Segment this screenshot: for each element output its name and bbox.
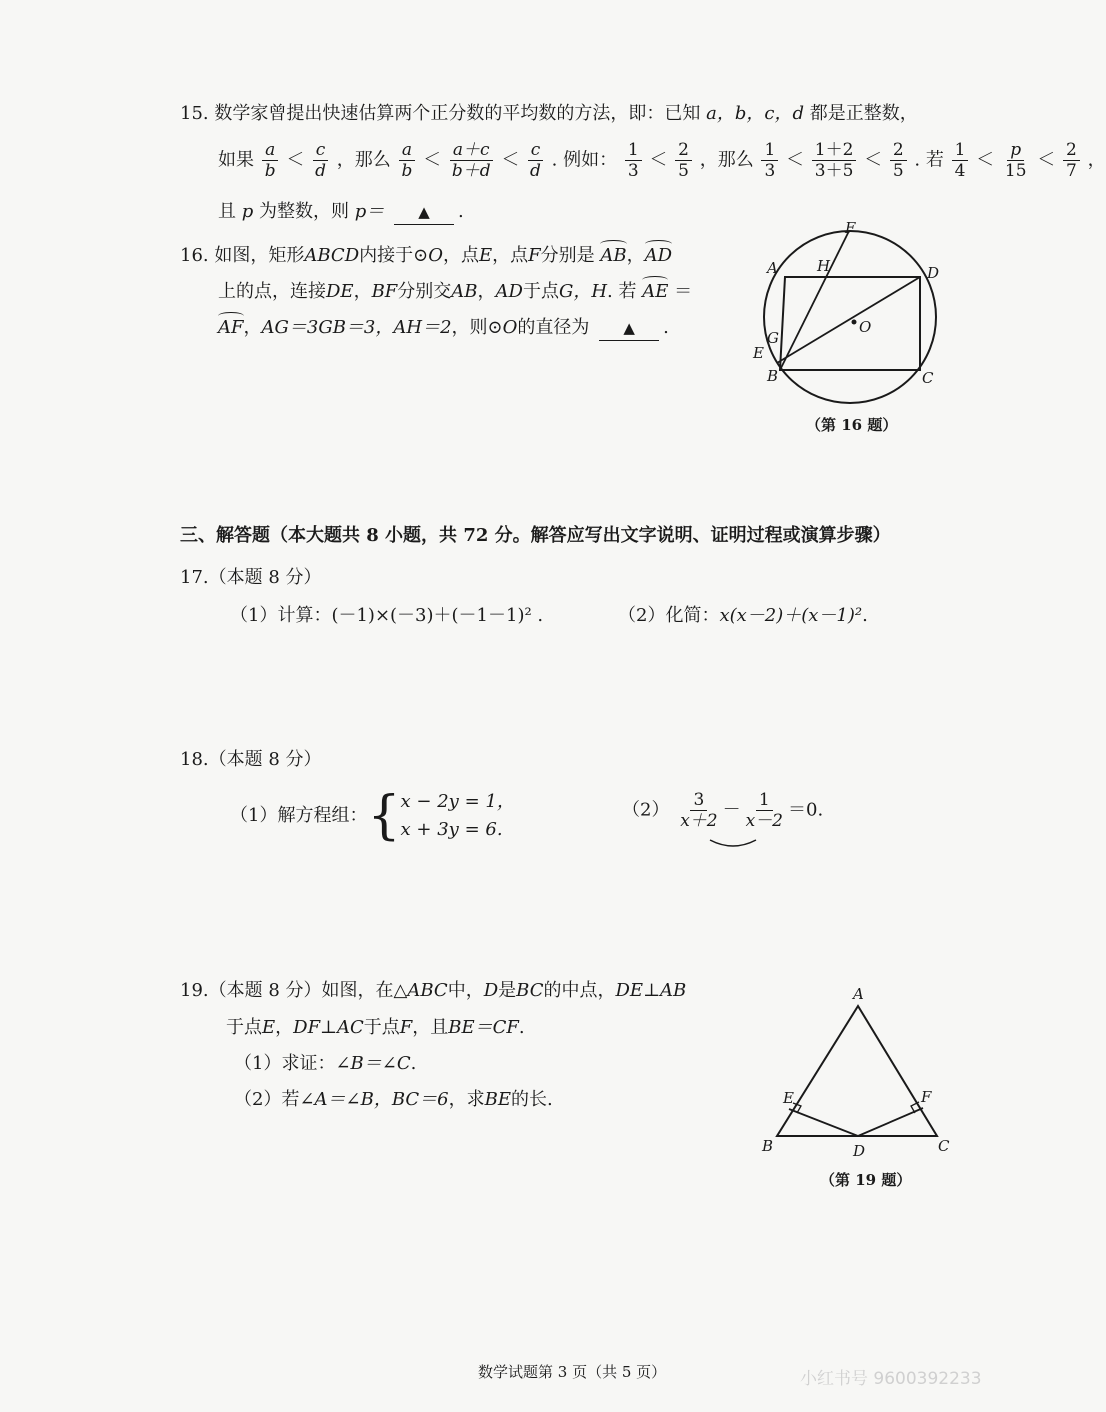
circle-o (764, 231, 936, 403)
fraction: $\frac{a+c}{b+d}$ (451, 140, 491, 181)
segment-df (858, 1108, 923, 1136)
label-C: C (938, 1137, 950, 1155)
figure-16-circle-rectangle (745, 215, 960, 415)
answer-blank: ▲ (599, 316, 659, 341)
q16-number: 16. (180, 245, 209, 266)
label-O: O (859, 318, 872, 336)
q18-part-2: （2） $\frac{3}{x+2}$ － $\frac{1}{x-2}$ ＝0. (622, 790, 824, 831)
rectangle-abcd (780, 277, 920, 370)
q16-line-1: 16. 如图，矩形ABCD内接于⊙O，点E，点F分别是 AB，AD (180, 245, 673, 266)
fraction: $\frac{1+2}{3+5}$ (812, 140, 857, 181)
page-footer: 数学试题第 3 页（共 5 页） (478, 1363, 667, 1381)
answer-blank: ▲ (394, 200, 454, 225)
segment-bf (780, 231, 849, 370)
fraction: $\frac{2}{7}$ (1063, 140, 1080, 181)
fraction: $\frac{1}{3}$ (625, 140, 642, 181)
center-point-o (852, 320, 857, 325)
label-D: D (927, 264, 940, 282)
label-A: A (853, 985, 864, 1003)
fraction: $\frac{1}{x-2}$ (745, 790, 783, 831)
label-A: A (767, 259, 778, 277)
fraction: $\frac{2}{5}$ (890, 140, 907, 181)
fraction: $\frac{1}{4}$ (952, 140, 969, 181)
label-E: E (753, 344, 764, 362)
q15-line-1: 15. 数学家曾提出快速估算两个正分数的平均数的方法，即：已知 a，b，c，d 都是正整数， (180, 103, 918, 124)
label-H: H (817, 257, 831, 275)
triangle-abc (777, 1006, 937, 1136)
fraction: $\frac{1}{3}$ (761, 140, 778, 181)
figure-16-caption: （第 16 题） (806, 416, 898, 434)
fraction: $\frac{c}{d}$ (312, 140, 329, 181)
q18-header: 18.（本题 8 分） (180, 749, 322, 770)
label-D: D (853, 1142, 866, 1160)
arc-ad: AD (644, 245, 673, 266)
q16-line-2: 上的点，连接DE，BF分别交AB，AD于点G，H. 若 AE ＝ (218, 281, 693, 302)
fraction: $\frac{a}{b}$ (398, 140, 415, 181)
fraction: $\frac{p}{15}$ (1004, 140, 1027, 181)
label-B: B (767, 367, 779, 385)
segment-de (789, 1109, 858, 1136)
label-F: F (845, 219, 856, 237)
fraction: $\frac{a}{b}$ (262, 140, 279, 181)
segment-de (777, 277, 920, 363)
q16-line-3: AF，AG＝3GB＝3，AH＝2，则⊙O的直径为 ▲ . (218, 316, 669, 341)
label-G: G (767, 329, 779, 347)
q19-line-1: 19.（本题 8 分）如图，在△ABC中，D是BC的中点，DE⊥AB (180, 980, 687, 1001)
q19-line-2: 于点E，DF⊥AC于点F，且BE＝CF. (226, 1017, 525, 1038)
label-B: B (762, 1137, 774, 1155)
label-C: C (922, 369, 934, 387)
handwritten-underline-mark (708, 838, 758, 850)
equation-2: x + 3y = 6. (400, 819, 503, 840)
q18-part-1: （1）解方程组：{ x − 2y = 1， x + 3y = 6. (230, 786, 515, 846)
fraction: $\frac{2}{5}$ (675, 140, 692, 181)
arc-ae: AE (642, 281, 669, 302)
q17-header: 17.（本题 8 分） (180, 567, 322, 588)
q15-number: 15. (180, 103, 209, 124)
figure-19-triangle (755, 980, 960, 1160)
fraction: $\frac{3}{x+2}$ (680, 790, 718, 831)
q15-line-3: 且 p 为整数，则 p＝ ▲ . (218, 200, 464, 225)
figure-19-caption: （第 19 题） (820, 1171, 912, 1189)
label-E: E (783, 1089, 794, 1107)
brace: { (367, 786, 401, 846)
watermark: 小红书号 9600392233 (800, 1369, 982, 1389)
q19-part-2: （2）若∠A＝∠B，BC＝6，求BE的长. (234, 1089, 553, 1110)
arc-ab: AB (600, 245, 627, 266)
q15-line-2: 如果 $\frac{a}{b}$ ＜ $\frac{c}{d}$ ，那么 $\frac{a}{b}$ ＜ $\frac{a+c}{b+d}$ ＜ $\frac{c}{d}$ . 例如： $\frac{1}{3}$ ＜ $\frac{2}{5}$ ，那么 $\frac{1}{3}$ ＜ $\frac{1+2}{3+5}$ ＜ $\frac{2}{5}$ . 若 $\frac{1}{4}$ ＜ $\frac{p}{15}$ ＜ $\frac{2}{7}$ ， (218, 140, 1106, 181)
equation-1: x − 2y = 1， (400, 791, 515, 812)
fraction: $\frac{c}{d}$ (527, 140, 544, 181)
q19-part-1: （1）求证：∠B＝∠C. (234, 1053, 417, 1074)
section-3-heading: 三、解答题（本大题共 8 小题，共 72 分。解答应写出文字说明、证明过程或演算步骤） (180, 525, 891, 546)
q17-part-2: （2）化简：x(x－2)＋(x－1)². (618, 605, 868, 626)
arc-af: AF (218, 317, 244, 338)
label-F: F (921, 1088, 932, 1106)
q17-part-1: （1）计算：(－1)×(－3)＋(－1－1)² . (230, 605, 544, 626)
